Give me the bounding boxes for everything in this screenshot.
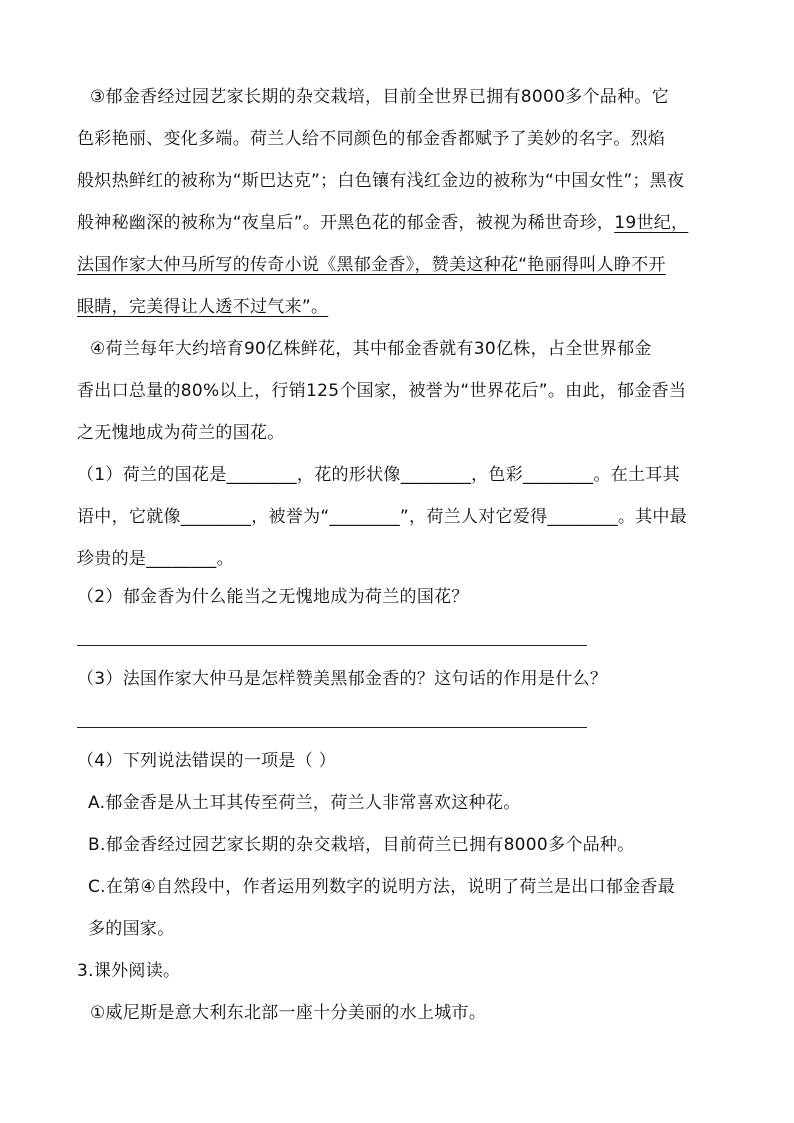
answer-line-q3[interactable]	[77, 727, 587, 728]
paragraph-3-line-3: 般炽热鲜红的被称为“斯巴达克”；白色镶有浅红金边的被称为“中国女性”；黑夜	[77, 171, 685, 191]
paragraph-3-line-4	[77, 212, 727, 234]
paragraph-3-line-1: ③郁金香经过园艺家长期的杂交栽培，目前全世界已拥有8000多个品种。它	[90, 87, 670, 107]
option-a: A.郁金香是从土耳其传至荷兰，荷兰人非常喜欢这种花。	[88, 793, 521, 813]
question-2: （2）郁金香为什么能当之无愧地成为荷兰的国花？	[77, 587, 469, 607]
paragraph-3-line-4-text: 般神秘幽深的被称为“夜皇后”。开黑色花的郁金香，被视为稀世奇珍，	[77, 213, 615, 233]
option-b: B.郁金香经过园艺家长期的杂交栽培，目前荷兰已拥有8000多个品种。	[88, 835, 635, 855]
underlined-sentence-start: 19世纪，	[614, 213, 689, 233]
question-1-line-2: 语中，它就像________，被誉为“________”，荷兰人对它爱得________。其中最	[77, 507, 688, 527]
paragraph-3-line-2: 色彩艳丽、变化多端。荷兰人给不同颜色的郁金香都赋予了美妙的名字。烈焰	[77, 129, 666, 149]
paragraph-4-line-2: 香出口总量的80%以上，行销125个国家，被誉为“世界花后”。由此，郁金香当	[77, 381, 687, 401]
option-c-line-1: C.在第④自然段中，作者运用列数字的说明方法，说明了荷兰是出口郁金香最	[88, 877, 676, 897]
option-c-line-2: 多的国家。	[88, 919, 175, 939]
paragraph-4-line-3: 之无愧地成为荷兰的国花。	[77, 423, 285, 443]
answer-line-q2[interactable]	[77, 645, 587, 646]
question-3: （3）法国作家大仲马是怎样赞美黑郁金香的？这句话的作用是什么？	[77, 669, 608, 689]
question-1-line-3: 珍贵的是________。	[77, 549, 234, 569]
underlined-sentence-line-1: 法国作家大仲马所写的传奇小说《黑郁金香》，赞美这种花“艳丽得叫人睁不开	[77, 255, 666, 275]
question-4-stem: （4）下列说法错误的一项是（ ）	[77, 751, 337, 771]
section-3-paragraph-1: ①威尼斯是意大利东北部一座十分美丽的水上城市。	[90, 1003, 487, 1023]
section-3-title: 3.课外阅读。	[77, 961, 181, 981]
paragraph-4-line-1: ④荷兰每年大约培育90亿株鲜花，其中郁金香就有30亿株，占全世界郁金	[90, 339, 652, 359]
question-1-line-1: （1）荷兰的国花是________，花的形状像________，色彩________。在土耳其	[77, 465, 680, 485]
underlined-sentence-line-2: 眼睛，完美得让人透不过气来”。	[77, 297, 329, 317]
